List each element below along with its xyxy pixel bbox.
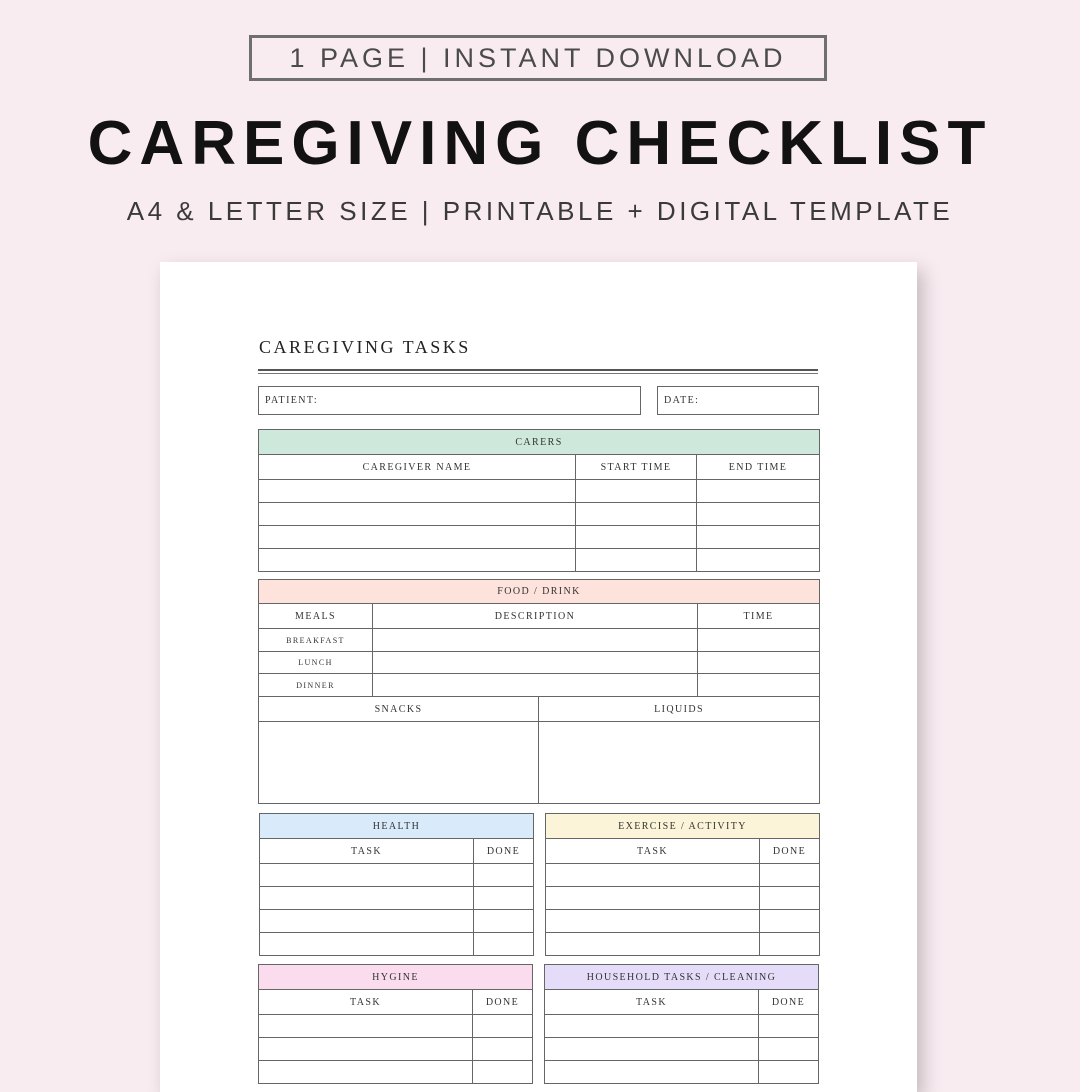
task-cell[interactable]: [259, 1015, 473, 1038]
task-cell[interactable]: [546, 910, 760, 933]
household-done-header: DONE: [759, 990, 819, 1015]
start-time-cell[interactable]: [576, 503, 697, 526]
household-cleaning-table: [544, 964, 819, 1084]
done-cell[interactable]: [760, 864, 820, 887]
patient-field[interactable]: [258, 386, 641, 415]
start-time-cell[interactable]: [576, 480, 697, 503]
carers-header: CARERS: [259, 430, 820, 455]
carers-table: [258, 429, 820, 572]
time-cell[interactable]: [698, 652, 820, 674]
checklist-sheet: [160, 262, 917, 1092]
time-cell[interactable]: [698, 674, 820, 697]
table-row: [259, 503, 820, 526]
done-cell[interactable]: [760, 910, 820, 933]
health-task-header: TASK: [260, 839, 474, 864]
liquids-header: LIQUIDS: [539, 697, 820, 722]
caregiver-name-cell[interactable]: [259, 549, 576, 572]
done-cell[interactable]: [473, 1038, 533, 1061]
table-row: [260, 933, 534, 956]
task-cell[interactable]: [545, 1038, 759, 1061]
table-row: [545, 1038, 819, 1061]
start-time-cell[interactable]: [576, 526, 697, 549]
table-row: [260, 887, 534, 910]
household-task-header: TASK: [545, 990, 759, 1015]
hygine-table: [258, 964, 533, 1084]
date-label: DATE:: [664, 395, 700, 406]
patient-label: PATIENT:: [265, 395, 319, 406]
date-field[interactable]: [657, 386, 819, 415]
hygine-done-header: DONE: [473, 990, 533, 1015]
health-header: HEALTH: [260, 814, 534, 839]
done-cell[interactable]: [759, 1038, 819, 1061]
done-cell[interactable]: [473, 1061, 533, 1084]
exercise-activity-header: EXERCISE / ACTIVITY: [546, 814, 820, 839]
done-cell[interactable]: [759, 1015, 819, 1038]
description-cell[interactable]: [373, 629, 698, 652]
start-time-header: START TIME: [576, 455, 697, 480]
health-table: [259, 813, 534, 956]
table-row: [259, 549, 820, 572]
table-row: [546, 864, 820, 887]
exercise-activity-table: [545, 813, 820, 956]
task-cell[interactable]: [545, 1015, 759, 1038]
task-cell[interactable]: [260, 864, 474, 887]
instant-download-badge: 1 PAGE | INSTANT DOWNLOAD: [249, 35, 827, 81]
table-row: [260, 910, 534, 933]
exercise-task-header: TASK: [546, 839, 760, 864]
food-drink-table: [258, 579, 820, 804]
table-row: [259, 629, 820, 652]
done-cell[interactable]: [474, 910, 534, 933]
snacks-header: SNACKS: [259, 697, 539, 722]
meal-label-lunch: LUNCH: [259, 652, 373, 674]
product-subtitle: A4 & LETTER SIZE | PRINTABLE + DIGITAL TEMPLATE: [126, 196, 954, 226]
title-rule-thin: [258, 373, 818, 374]
end-time-cell[interactable]: [697, 480, 820, 503]
meal-label-breakfast: BREAKFAST: [259, 629, 373, 652]
task-cell[interactable]: [546, 887, 760, 910]
done-cell[interactable]: [760, 887, 820, 910]
task-cell[interactable]: [546, 933, 760, 956]
time-header: TIME: [698, 604, 820, 629]
done-cell[interactable]: [474, 864, 534, 887]
table-row: [546, 933, 820, 956]
task-cell[interactable]: [259, 1061, 473, 1084]
table-row: [259, 1015, 533, 1038]
caregiver-name-cell[interactable]: [259, 503, 576, 526]
task-cell[interactable]: [545, 1061, 759, 1084]
task-cell[interactable]: [546, 864, 760, 887]
meals-header: MEALS: [259, 604, 373, 629]
hygine-header: HYGINE: [259, 965, 533, 990]
task-cell[interactable]: [260, 910, 474, 933]
snacks-box[interactable]: [259, 722, 539, 804]
table-row: [259, 1038, 533, 1061]
caregiver-name-cell[interactable]: [259, 526, 576, 549]
table-row: [259, 480, 820, 503]
table-row: [259, 526, 820, 549]
done-cell[interactable]: [759, 1061, 819, 1084]
table-row: [259, 1061, 533, 1084]
done-cell[interactable]: [473, 1015, 533, 1038]
end-time-cell[interactable]: [697, 526, 820, 549]
liquids-box[interactable]: [539, 722, 820, 804]
hygine-task-header: TASK: [259, 990, 473, 1015]
product-title: CAREGIVING CHECKLIST: [87, 109, 993, 178]
table-row: [260, 864, 534, 887]
table-row: [546, 887, 820, 910]
caregiver-name-header: CAREGIVER NAME: [259, 455, 576, 480]
end-time-cell[interactable]: [697, 549, 820, 572]
done-cell[interactable]: [474, 933, 534, 956]
start-time-cell[interactable]: [576, 549, 697, 572]
exercise-done-header: DONE: [760, 839, 820, 864]
meal-label-dinner: DINNER: [259, 674, 373, 697]
end-time-cell[interactable]: [697, 503, 820, 526]
description-cell[interactable]: [373, 652, 698, 674]
table-row: [546, 910, 820, 933]
table-row: [545, 1015, 819, 1038]
task-cell[interactable]: [260, 887, 474, 910]
time-cell[interactable]: [698, 629, 820, 652]
table-row: [259, 652, 820, 674]
done-cell[interactable]: [760, 933, 820, 956]
description-cell[interactable]: [373, 674, 698, 697]
done-cell[interactable]: [474, 887, 534, 910]
household-cleaning-header: HOUSEHOLD TASKS / CLEANING: [545, 965, 819, 990]
table-row: [545, 1061, 819, 1084]
description-header: DESCRIPTION: [373, 604, 698, 629]
end-time-header: END TIME: [697, 455, 820, 480]
caregiver-name-cell[interactable]: [259, 480, 576, 503]
sheet-title: CAREGIVING TASKS: [259, 337, 471, 357]
title-rule-thick: [258, 369, 818, 371]
food-drink-header: FOOD / DRINK: [259, 580, 820, 604]
table-row: [259, 674, 820, 697]
task-cell[interactable]: [260, 933, 474, 956]
health-done-header: DONE: [474, 839, 534, 864]
task-cell[interactable]: [259, 1038, 473, 1061]
